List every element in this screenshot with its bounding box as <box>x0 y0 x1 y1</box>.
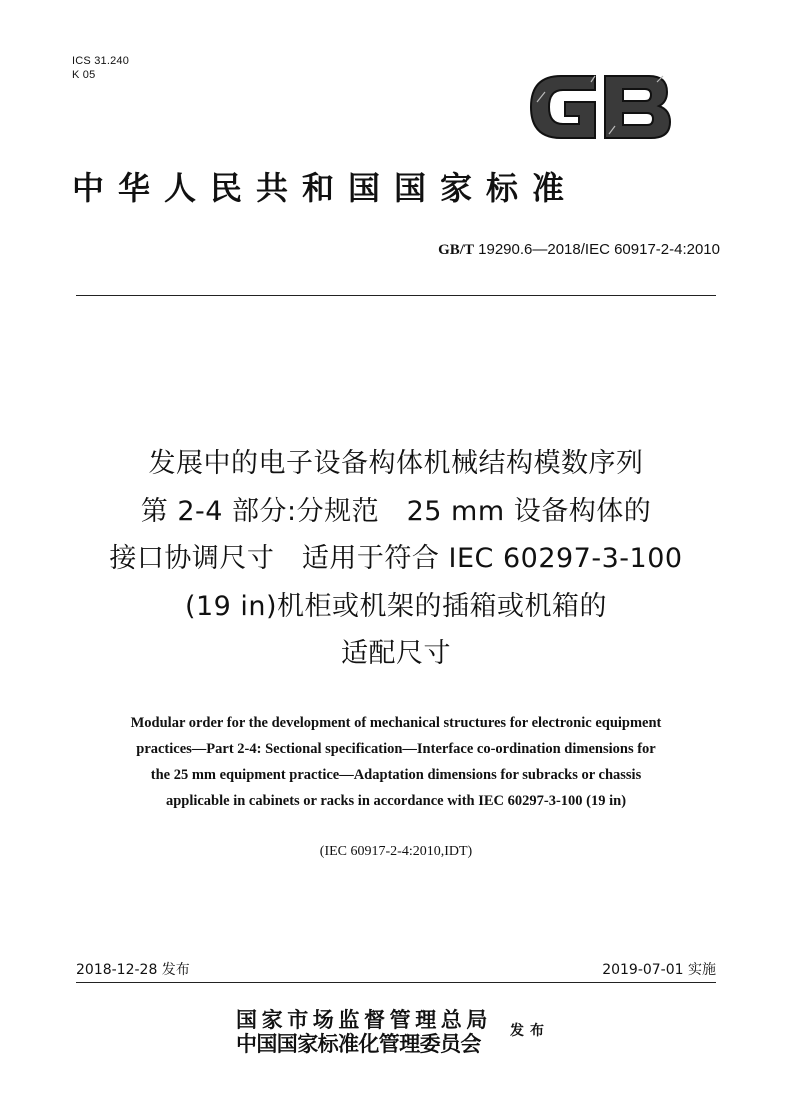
standard-number-value: 19290.6—2018/IEC 60917-2-4:2010 <box>478 241 720 258</box>
chinese-title-line: 发展中的电子设备构体机械结构模数序列 <box>148 448 644 479</box>
issuing-authorities <box>236 1008 492 1056</box>
publish-date: 2018-12-28 发布 <box>76 962 190 978</box>
chinese-title-line: 第 2-4 部分:分规范 25 mm 设备构体的 <box>140 495 652 527</box>
english-title-line: the 25 mm equipment practice—Adaptation dimensions for subracks or chassis <box>150 767 642 783</box>
chinese-title-line: 适配尺寸 <box>341 638 451 669</box>
standard-number <box>438 240 720 260</box>
english-title <box>60 710 732 814</box>
chinese-title-line: 接口协调尺寸 适用于符合 IEC 60297-3-100 <box>109 543 683 574</box>
chinese-title-line: (19 in)机柜或机架的插箱或机箱的 <box>184 590 608 622</box>
classification-codes <box>72 54 129 82</box>
issuer-sac: 中国国家标准化管理委员会 <box>236 1031 481 1056</box>
issuer-samr: 国家市场监督管理总局 <box>236 1007 492 1032</box>
ccs-code: K 05 <box>72 69 96 81</box>
english-title-line: Modular order for the development of mechanical structures for electronic equipment <box>130 715 662 731</box>
ics-code: ICS 31.240 <box>72 55 130 67</box>
implement-date: 2019-07-01 实施 <box>602 962 716 978</box>
english-title-line: practices—Part 2-4: Sectional specification—Interface co-ordination dimensions for <box>136 741 656 757</box>
footer-divider <box>76 982 716 983</box>
gb-logo <box>525 62 675 152</box>
chinese-title <box>60 440 732 678</box>
issue-label: 发布 <box>510 1023 550 1039</box>
header-divider <box>76 295 716 296</box>
english-title-line: applicable in cabinets or racks in accordance with IEC 60297-3-100 (19 in) <box>165 793 627 809</box>
standard-number-prefix: GB/T <box>438 242 474 258</box>
national-standard-title: 中华人民共和国国家标准 <box>72 169 579 207</box>
identity-reference: (IEC 60917-2-4:2010,IDT) <box>319 844 473 859</box>
